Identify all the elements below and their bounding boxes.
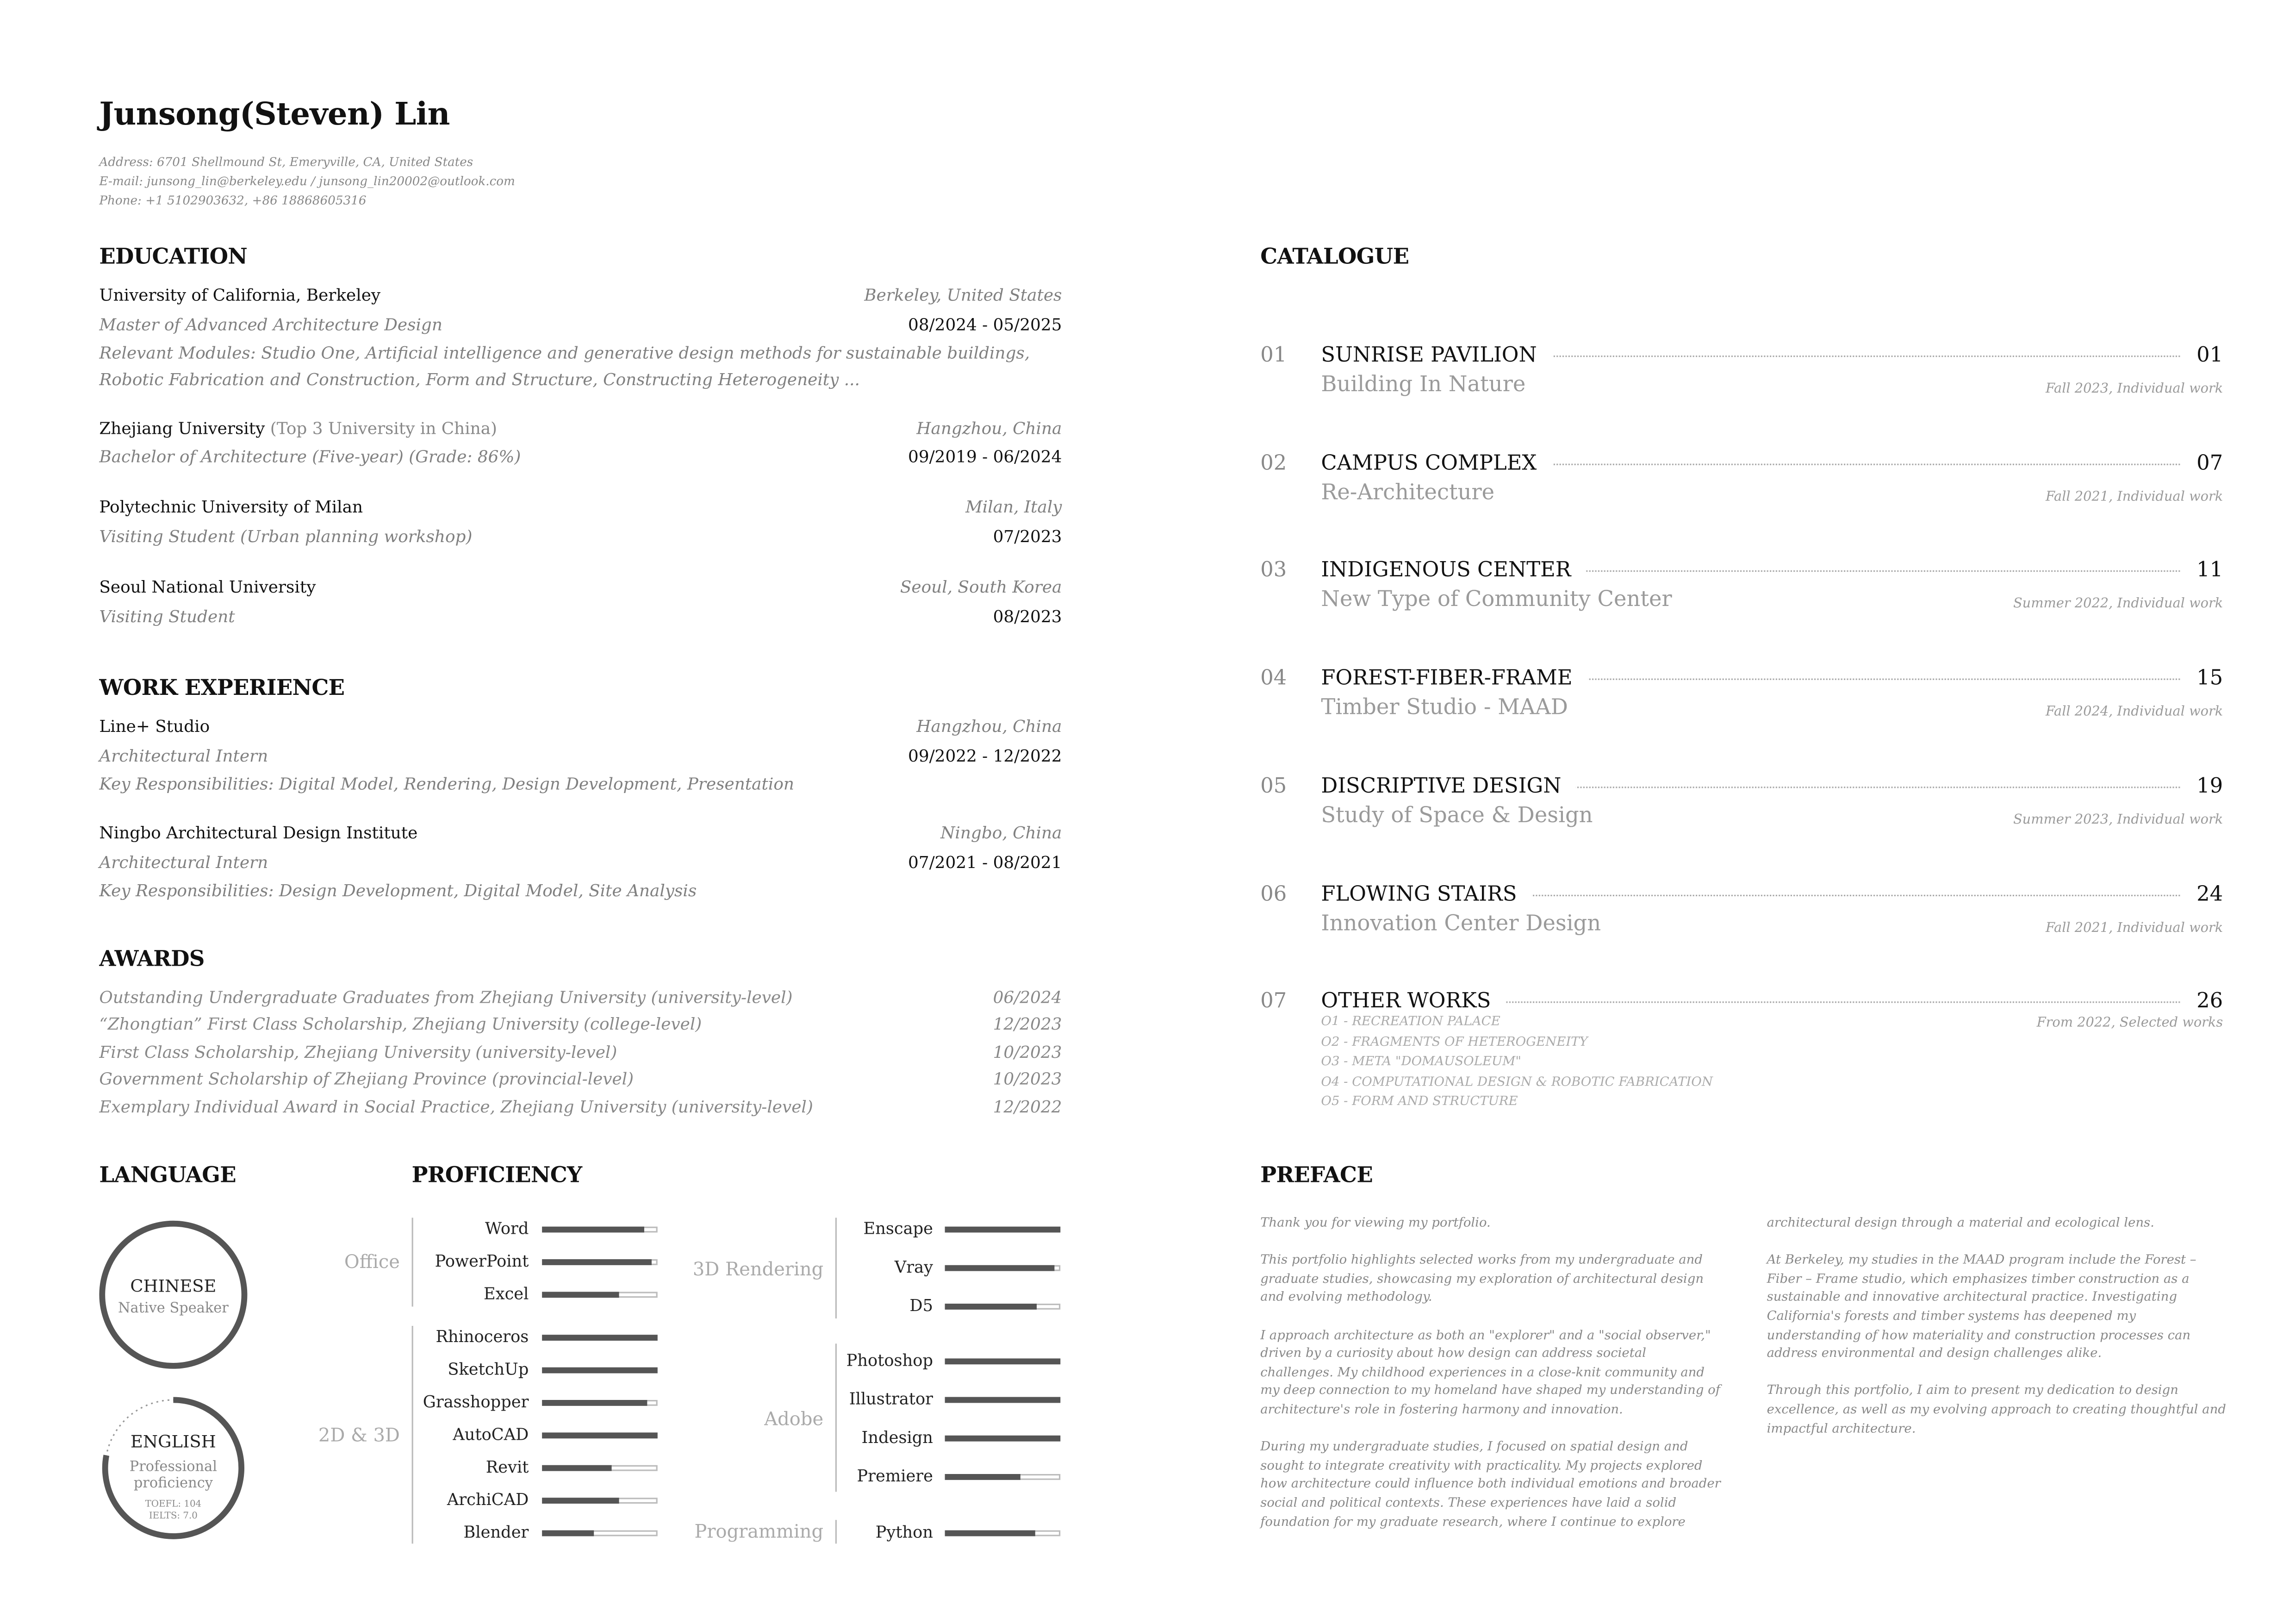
catalogue-title: INDIGENOUS CENTER	[1321, 558, 1586, 582]
skill-bar-fill	[945, 1474, 1020, 1480]
preface-paragraph: At Berkeley, my studies in the MAAD program include the Forest – Fiber – Frame studio, which emphasizes timber construction as a sustainable and innovative architectural practice. Investigating California's forests and timber systems has deepened my understanding of how materiality and construction processes can address environmental and design challenges alike.	[1767, 1253, 2196, 1362]
skill-bar-fill	[542, 1498, 619, 1504]
award-date: 10/2023	[993, 1043, 1062, 1062]
award-name: Government Scholarship of Zhejiang Province (provincial-level)	[99, 1069, 634, 1089]
catalogue-number: 04	[1260, 667, 1287, 691]
skill-label: D5	[909, 1296, 933, 1316]
school-name: University of California, Berkeley	[99, 286, 381, 306]
skill-label: AutoCAD	[453, 1425, 529, 1444]
skill-bar	[542, 1259, 658, 1265]
modules-line: Relevant Modules: Studio One, Artificial intelligence and generative design methods for sustainable buildings,	[99, 344, 1030, 363]
skill-bar	[542, 1498, 658, 1504]
skill-label: Photoshop	[846, 1351, 933, 1370]
preface-paragraph: Through this portfolio, I aim to present my dedication to design excellence, as well as my evolving approach to creating thoughtful and impactful architecture.	[1767, 1384, 2226, 1437]
skill-bar-fill	[542, 1465, 611, 1471]
catalogue-page: 15	[2185, 667, 2223, 690]
responsibilities: Key Responsibilities: Design Development, Digital Model, Site Analysis	[99, 881, 697, 901]
skill-bar-fill	[542, 1259, 652, 1265]
skill-bar	[945, 1227, 1061, 1233]
skill-bar-fill	[542, 1227, 644, 1233]
award-name: Outstanding Undergraduate Graduates from Zhejiang University (university-level)	[99, 988, 793, 1007]
edu-snu-row2	[99, 607, 1062, 632]
school-location: Seoul, South Korea	[900, 578, 1062, 597]
catalogue-number: 05	[1260, 775, 1287, 799]
skill-bar	[542, 1335, 658, 1341]
preface-heading: PREFACE	[1260, 1163, 1373, 1188]
edu-polimi-row2	[99, 527, 1062, 552]
skill-label: Excel	[484, 1284, 529, 1304]
skill-bar	[945, 1358, 1061, 1364]
award-row	[99, 988, 1062, 1013]
school-name-text: Zhejiang University	[99, 419, 265, 439]
other-work-item: O4 - COMPUTATIONAL DESIGN & ROBOTIC FABRICATION	[1321, 1075, 1713, 1090]
other-work-item: O2 - FRAGMENTS OF HETEROGENEITY	[1321, 1035, 1588, 1050]
award-row	[99, 1098, 1062, 1123]
skill-bar-fill	[945, 1436, 1061, 1442]
skill-label: Enscape	[863, 1219, 933, 1239]
skill-label: Rhinoceros	[436, 1327, 529, 1347]
skill-bar	[542, 1530, 658, 1537]
award-name: “Zhongtian” First Class Scholarship, Zhejiang University (college-level)	[99, 1015, 702, 1034]
catalogue-page: 19	[2185, 775, 2223, 799]
catalogue-number: 06	[1260, 883, 1287, 907]
catalogue-number: 01	[1260, 344, 1287, 368]
catalogue-page: 11	[2185, 558, 2223, 582]
school-highlight: (Top 3 University in China)	[265, 419, 498, 439]
dates: 09/2019 - 06/2024	[908, 447, 1062, 467]
company-name: Ningbo Architectural Design Institute	[99, 824, 418, 843]
skill-bar-fill	[542, 1432, 658, 1438]
skill-bar-fill	[542, 1400, 647, 1406]
responsibilities: Key Responsibilities: Digital Model, Rendering, Design Development, Presentation	[99, 775, 794, 794]
award-name: First Class Scholarship, Zhejiang University (university-level)	[99, 1043, 617, 1062]
school-location: Hangzhou, China	[916, 419, 1062, 439]
award-date: 12/2022	[993, 1098, 1062, 1117]
catalogue-page: 07	[2185, 452, 2223, 475]
skill-bar	[542, 1400, 658, 1406]
catalogue-number: 03	[1260, 558, 1287, 582]
award-date: 06/2024	[993, 988, 1062, 1007]
catalogue-description: Summer 2022, Individual work	[2013, 597, 2223, 612]
catalogue-title: SUNRISE PAVILION	[1321, 344, 1551, 367]
preface-paragraph: During my undergraduate studies, I focused on spatial design and sought to integrate creativity with practicality. My projects explored how architecture could influence both individual emotions and broader social and political contexts. These experiences have laid a solid foundation for my graduate research, where I continue to explore	[1260, 1440, 1721, 1530]
other-work-item: O5 - FORM AND STRUCTURE	[1321, 1095, 1518, 1110]
work-ningbo-row1	[99, 824, 1062, 849]
group-divider	[835, 1520, 837, 1543]
group-divider	[835, 1218, 837, 1318]
skill-bar	[945, 1304, 1061, 1310]
school-name	[99, 419, 497, 439]
skill-bar-fill	[542, 1292, 619, 1298]
work-line-row3	[99, 775, 1062, 800]
toefl-score: TOEFL: 104	[145, 1499, 202, 1510]
edu-berkeley-modules1	[99, 344, 1062, 369]
degree: Visiting Student	[99, 607, 235, 627]
catalogue-page: 01	[2185, 344, 2223, 367]
preface-paragraph: Thank you for viewing my portfolio.	[1260, 1216, 1491, 1231]
role: Architectural Intern	[99, 746, 268, 766]
preface-paragraph: architectural design through a material and ecological lens.	[1767, 1216, 2154, 1231]
group-2d-3d: 2D & 3D	[318, 1424, 400, 1446]
skill-bar	[542, 1465, 658, 1471]
skill-label: PowerPoint	[435, 1252, 529, 1271]
skill-label: Vray	[894, 1257, 933, 1277]
person-name: Junsong(Steven) Lin	[99, 94, 450, 132]
preface-paragraph: I approach architecture as both an "explorer" and a "social observer," driven by a curiosity about how design can address societal challenges. My childhood experiences in a close-knit community and my deep connection to my homeland have shaped my understanding of architecture's role in fostering harmony and innovation.	[1260, 1328, 1720, 1418]
language-heading: LANGUAGE	[99, 1163, 236, 1188]
catalogue-number: 07	[1260, 989, 1287, 1013]
modules-line: Robotic Fabrication and Construction, Form and Structure, Constructing Heterogeneity ...	[99, 370, 860, 390]
catalogue-subtitle: Innovation Center Design	[1321, 912, 1601, 937]
group-adobe: Adobe	[764, 1407, 824, 1430]
other-work-item: O1 - RECREATION PALACE	[1321, 1015, 1500, 1030]
preface-column-left	[1260, 1215, 1722, 1550]
edu-berkeley-row1	[99, 286, 1062, 311]
edu-zju-row1	[99, 419, 1062, 444]
proficiency-heading: PROFICIENCY	[411, 1163, 582, 1188]
school-location: Milan, Italy	[965, 498, 1062, 517]
catalogue-title: CAMPUS COMPLEX	[1321, 452, 1551, 475]
english-language-circle	[99, 1394, 247, 1542]
catalogue-description: Summer 2023, Individual work	[2013, 813, 2223, 828]
awards-heading: AWARDS	[99, 946, 205, 972]
language-level: Native Speaker	[118, 1300, 229, 1317]
skill-bar	[945, 1436, 1061, 1442]
role: Architectural Intern	[99, 853, 268, 873]
skill-bar-fill	[542, 1368, 658, 1374]
preface-column-right	[1767, 1215, 2229, 1457]
skill-label: Word	[485, 1219, 529, 1239]
language-level: Professional	[129, 1459, 217, 1476]
edu-snu-row1	[99, 578, 1062, 603]
catalogue-title: FLOWING STAIRS	[1321, 883, 1531, 906]
skill-bar	[542, 1432, 658, 1438]
skill-bar	[945, 1265, 1061, 1271]
school-location: Berkeley, United States	[864, 286, 1062, 306]
other-work-item: O3 - META "DOMAUSOLEUM"	[1321, 1055, 1522, 1070]
preface-paragraph: This portfolio highlights selected works from my undergraduate and graduate studies, showcasing my exploration of architectural design and evolving methodology.	[1260, 1253, 1704, 1306]
catalogue-subtitle: Building In Nature	[1321, 373, 1526, 397]
catalogue-number: 02	[1260, 452, 1287, 476]
skill-label: Indesign	[861, 1428, 933, 1448]
company-location: Hangzhou, China	[916, 717, 1062, 737]
catalogue-subtitle: Study of Space & Design	[1321, 804, 1593, 828]
group-programming: Programming	[694, 1520, 824, 1543]
skill-label: Blender	[463, 1523, 529, 1543]
work-line-row2	[99, 747, 1062, 772]
catalogue-title: FOREST-FIBER-FRAME	[1321, 667, 1587, 690]
company-name: Line+ Studio	[99, 717, 210, 737]
school-name: Polytechnic University of Milan	[99, 498, 363, 517]
work-line-row1	[99, 717, 1062, 742]
degree: Master of Advanced Architecture Design	[99, 315, 442, 335]
degree: Bachelor of Architecture (Five-year) (Grade: 86%)	[99, 447, 521, 467]
catalogue-subtitle: Re-Architecture	[1321, 481, 1495, 506]
skill-bar	[945, 1530, 1061, 1537]
language-level: proficiency	[133, 1475, 213, 1492]
language-name: CHINESE	[130, 1275, 217, 1296]
catalogue-description: Fall 2021, Individual work	[2046, 490, 2223, 506]
skill-label: Illustrator	[849, 1389, 933, 1409]
skill-label: Python	[875, 1523, 933, 1543]
catalogue-description: From 2022, Selected works	[2036, 1016, 2223, 1031]
skill-bar-fill	[945, 1304, 1037, 1310]
skill-bar-fill	[945, 1227, 1061, 1233]
skill-bar	[945, 1397, 1061, 1403]
skill-label: ArchiCAD	[447, 1490, 529, 1510]
award-row	[99, 1015, 1062, 1040]
skill-bar-fill	[945, 1397, 1061, 1403]
skill-label: Grasshopper	[423, 1393, 529, 1412]
catalogue-description: Fall 2021, Individual work	[2046, 921, 2223, 937]
catalogue-description: Fall 2024, Individual work	[2046, 705, 2223, 720]
skill-bar-fill	[542, 1335, 658, 1341]
chinese-language-circle	[99, 1221, 247, 1369]
skill-bar-fill	[945, 1358, 1061, 1364]
dates: 07/2021 - 08/2021	[908, 853, 1062, 873]
skill-label: SketchUp	[448, 1360, 529, 1380]
catalogue-heading: CATALOGUE	[1260, 244, 1409, 270]
degree: Visiting Student (Urban planning workshop)	[99, 527, 473, 547]
catalogue-title: DISCRIPTIVE DESIGN	[1321, 775, 1576, 799]
other-works-list	[1321, 1013, 1713, 1114]
dates: 08/2024 - 05/2025	[908, 315, 1062, 335]
edu-polimi-row1	[99, 498, 1062, 523]
company-location: Ningbo, China	[940, 824, 1062, 843]
work-ningbo-row3	[99, 881, 1062, 906]
education-heading: EDUCATION	[99, 244, 248, 270]
award-date: 12/2023	[993, 1015, 1062, 1034]
catalogue-description: Fall 2023, Individual work	[2046, 382, 2223, 397]
dates: 08/2023	[993, 607, 1062, 627]
catalogue-page: 24	[2185, 883, 2223, 906]
group-3d-rendering: 3D Rendering	[692, 1257, 824, 1280]
catalogue-subtitle: Timber Studio - MAAD	[1321, 696, 1568, 720]
dates: 09/2022 - 12/2022	[908, 746, 1062, 766]
skill-bar	[542, 1368, 658, 1374]
award-row	[99, 1043, 1062, 1068]
work-ningbo-row2	[99, 853, 1062, 878]
group-divider	[412, 1326, 413, 1543]
skill-bar-fill	[945, 1265, 1055, 1271]
work-heading: WORK EXPERIENCE	[99, 675, 345, 701]
edu-zju-row2	[99, 447, 1062, 472]
skill-bar	[542, 1292, 658, 1298]
group-divider	[412, 1218, 413, 1306]
school-name: Seoul National University	[99, 578, 316, 597]
edu-berkeley-row2	[99, 316, 1062, 341]
dates: 07/2023	[993, 527, 1062, 547]
skill-label: Premiere	[857, 1467, 933, 1486]
address: Address: 6701 Shellmound St, Emeryville, CA, United States	[99, 154, 473, 169]
skill-bar	[945, 1474, 1061, 1480]
skill-bar-fill	[945, 1530, 1035, 1537]
catalogue-title: OTHER WORKS	[1321, 990, 1506, 1013]
language-name: ENGLISH	[131, 1431, 216, 1452]
group-office: Office	[344, 1250, 400, 1273]
award-name: Exemplary Individual Award in Social Practice, Zhejiang University (university-level)	[99, 1098, 813, 1117]
skill-bar-fill	[542, 1530, 594, 1537]
catalogue-page: 26	[2185, 990, 2223, 1013]
award-row	[99, 1069, 1062, 1094]
catalogue-subtitle: New Type of Community Center	[1321, 588, 1672, 612]
edu-berkeley-modules2	[99, 370, 1062, 395]
phone: Phone: +1 5102903632, +86 18868605316	[99, 193, 367, 207]
email: E-mail: junsong_lin@berkeley.edu / junsong_lin20002@outlook.com	[99, 173, 515, 188]
skill-label: Revit	[485, 1457, 529, 1477]
group-divider	[835, 1343, 837, 1492]
ielts-score: IELTS: 7.0	[149, 1511, 198, 1522]
award-date: 10/2023	[993, 1069, 1062, 1089]
skill-bar	[542, 1227, 658, 1233]
